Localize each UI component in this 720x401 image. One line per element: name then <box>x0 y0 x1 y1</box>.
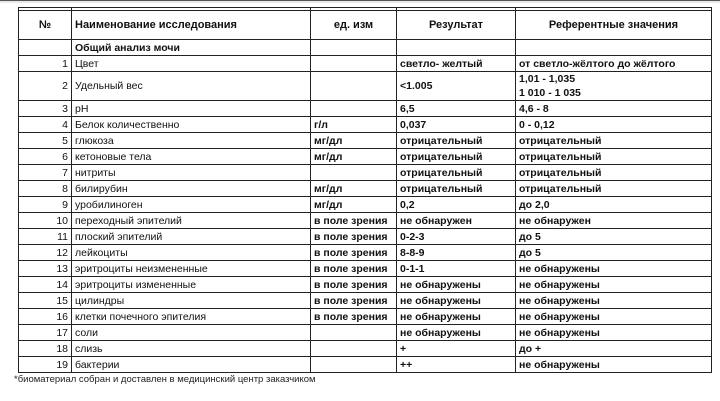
reference-value: не обнаружены <box>516 309 712 325</box>
result-value: 8-8-9 <box>397 245 516 261</box>
result-value: 0,037 <box>397 117 516 133</box>
row-number: 5 <box>19 133 72 149</box>
unit-value: в поле зрения <box>311 277 397 293</box>
row-number: 12 <box>19 245 72 261</box>
reference-value: 0 - 0,12 <box>516 117 712 133</box>
test-name: цилиндры <box>72 293 311 309</box>
row-number: 3 <box>19 101 72 117</box>
top-rule <box>0 0 720 4</box>
row-number: 6 <box>19 149 72 165</box>
result-value: отрицательный <box>397 165 516 181</box>
result-value: отрицательный <box>397 181 516 197</box>
unit-value: в поле зрения <box>311 213 397 229</box>
unit-value: в поле зрения <box>311 261 397 277</box>
test-name: нитриты <box>72 165 311 181</box>
unit-value: мг/дл <box>311 197 397 213</box>
result-value: отрицательный <box>397 133 516 149</box>
row-number: 2 <box>19 72 72 101</box>
reference-value: отрицательный <box>516 165 712 181</box>
result-value: отрицательный <box>397 149 516 165</box>
test-name: соли <box>72 325 311 341</box>
row-number: 8 <box>19 181 72 197</box>
table-row <box>19 261 712 277</box>
result-value: не обнаружены <box>397 309 516 325</box>
reference-value: до 2,0 <box>516 197 712 213</box>
reference-value: до 5 <box>516 245 712 261</box>
row-number: 16 <box>19 309 72 325</box>
table-row <box>19 293 712 309</box>
unit-value: мг/дл <box>311 181 397 197</box>
row-number: 7 <box>19 165 72 181</box>
reference-value: не обнаружены <box>516 277 712 293</box>
row-number: 9 <box>19 197 72 213</box>
table-row <box>19 357 712 373</box>
table-rows <box>19 56 712 373</box>
urinalysis-results-table <box>18 7 712 373</box>
result-value: 6,5 <box>397 101 516 117</box>
row-number: 13 <box>19 261 72 277</box>
test-name: глюкоза <box>72 133 311 149</box>
row-number: 15 <box>19 293 72 309</box>
unit-value: в поле зрения <box>311 293 397 309</box>
test-name: уробилиноген <box>72 197 311 213</box>
test-name: бактерии <box>72 357 311 373</box>
result-value: + <box>397 341 516 357</box>
unit-value <box>311 325 397 341</box>
section-title: Общий анализ мочи <box>72 40 311 56</box>
test-name: кетоновые тела <box>72 149 311 165</box>
unit-value <box>311 72 397 101</box>
test-name: Белок количественно <box>72 117 311 133</box>
result-value: светло- желтый <box>397 56 516 72</box>
table-row <box>19 165 712 181</box>
reference-value: не обнаружены <box>516 325 712 341</box>
result-value: 0-2-3 <box>397 229 516 245</box>
result-value: не обнаружены <box>397 293 516 309</box>
row-number: 18 <box>19 341 72 357</box>
result-value: 0,2 <box>397 197 516 213</box>
table-row <box>19 133 712 149</box>
header-unit: ед. изм <box>311 11 397 40</box>
header-row <box>19 11 712 40</box>
unit-value: в поле зрения <box>311 229 397 245</box>
header-result: Результат <box>397 11 516 40</box>
reference-value: не обнаружен <box>516 213 712 229</box>
unit-value: мг/дл <box>311 149 397 165</box>
test-name: эритроциты измененные <box>72 277 311 293</box>
row-number: 19 <box>19 357 72 373</box>
unit-value: г/л <box>311 117 397 133</box>
unit-value: в поле зрения <box>311 309 397 325</box>
test-name: слизь <box>72 341 311 357</box>
unit-value <box>311 101 397 117</box>
table-row <box>19 197 712 213</box>
reference-value: до 5 <box>516 229 712 245</box>
reference-value <box>516 72 712 101</box>
reference-value: 4,6 - 8 <box>516 101 712 117</box>
reference-value-line2: 1 010 - 1 035 <box>519 87 581 99</box>
table-row <box>19 245 712 261</box>
unit-value <box>311 56 397 72</box>
header-name: Наименование исследования <box>72 11 311 40</box>
reference-value: отрицательный <box>516 133 712 149</box>
footnote: *биоматериал собран и доставлен в медицинский центр заказчиком <box>14 374 316 385</box>
table-row <box>19 72 712 101</box>
table-row <box>19 56 712 72</box>
table-row <box>19 309 712 325</box>
unit-value: в поле зрения <box>311 245 397 261</box>
reference-value-line1: 1,01 - 1,035 <box>519 73 576 85</box>
header-reference: Референтные значения <box>516 11 712 40</box>
table-row <box>19 341 712 357</box>
result-value: не обнаружены <box>397 277 516 293</box>
row-number: 10 <box>19 213 72 229</box>
test-name: эритроциты неизмененные <box>72 261 311 277</box>
test-name: pH <box>72 101 311 117</box>
header-num: № <box>19 11 72 40</box>
test-name: переходный эпителий <box>72 213 311 229</box>
unit-value <box>311 341 397 357</box>
test-name: лейкоциты <box>72 245 311 261</box>
unit-value: мг/дл <box>311 133 397 149</box>
test-name: плоский эпителий <box>72 229 311 245</box>
reference-value: отрицательный <box>516 181 712 197</box>
row-number: 14 <box>19 277 72 293</box>
result-value: ++ <box>397 357 516 373</box>
row-number: 4 <box>19 117 72 133</box>
result-value: не обнаружены <box>397 325 516 341</box>
table-row <box>19 277 712 293</box>
row-number: 17 <box>19 325 72 341</box>
table-row <box>19 181 712 197</box>
table-body <box>19 8 712 56</box>
table-row <box>19 325 712 341</box>
reference-value: не обнаружены <box>516 357 712 373</box>
table-row <box>19 101 712 117</box>
test-name: Цвет <box>72 56 311 72</box>
test-name: Удельный вес <box>72 72 311 101</box>
table-row <box>19 117 712 133</box>
reference-value: не обнаружены <box>516 293 712 309</box>
test-name: клетки почечного эпителия <box>72 309 311 325</box>
result-value: не обнаружен <box>397 213 516 229</box>
unit-value <box>311 357 397 373</box>
reference-value: до + <box>516 341 712 357</box>
section-row <box>19 40 712 56</box>
reference-value: от светло-жёлтого до жёлтого <box>516 56 712 72</box>
table-row <box>19 229 712 245</box>
unit-value <box>311 165 397 181</box>
test-name: билирубин <box>72 181 311 197</box>
reference-value: отрицательный <box>516 149 712 165</box>
result-value: <1.005 <box>397 72 516 101</box>
table-row <box>19 213 712 229</box>
row-number: 1 <box>19 56 72 72</box>
table-row <box>19 149 712 165</box>
row-number: 11 <box>19 229 72 245</box>
reference-value: не обнаружены <box>516 261 712 277</box>
result-value: 0-1-1 <box>397 261 516 277</box>
